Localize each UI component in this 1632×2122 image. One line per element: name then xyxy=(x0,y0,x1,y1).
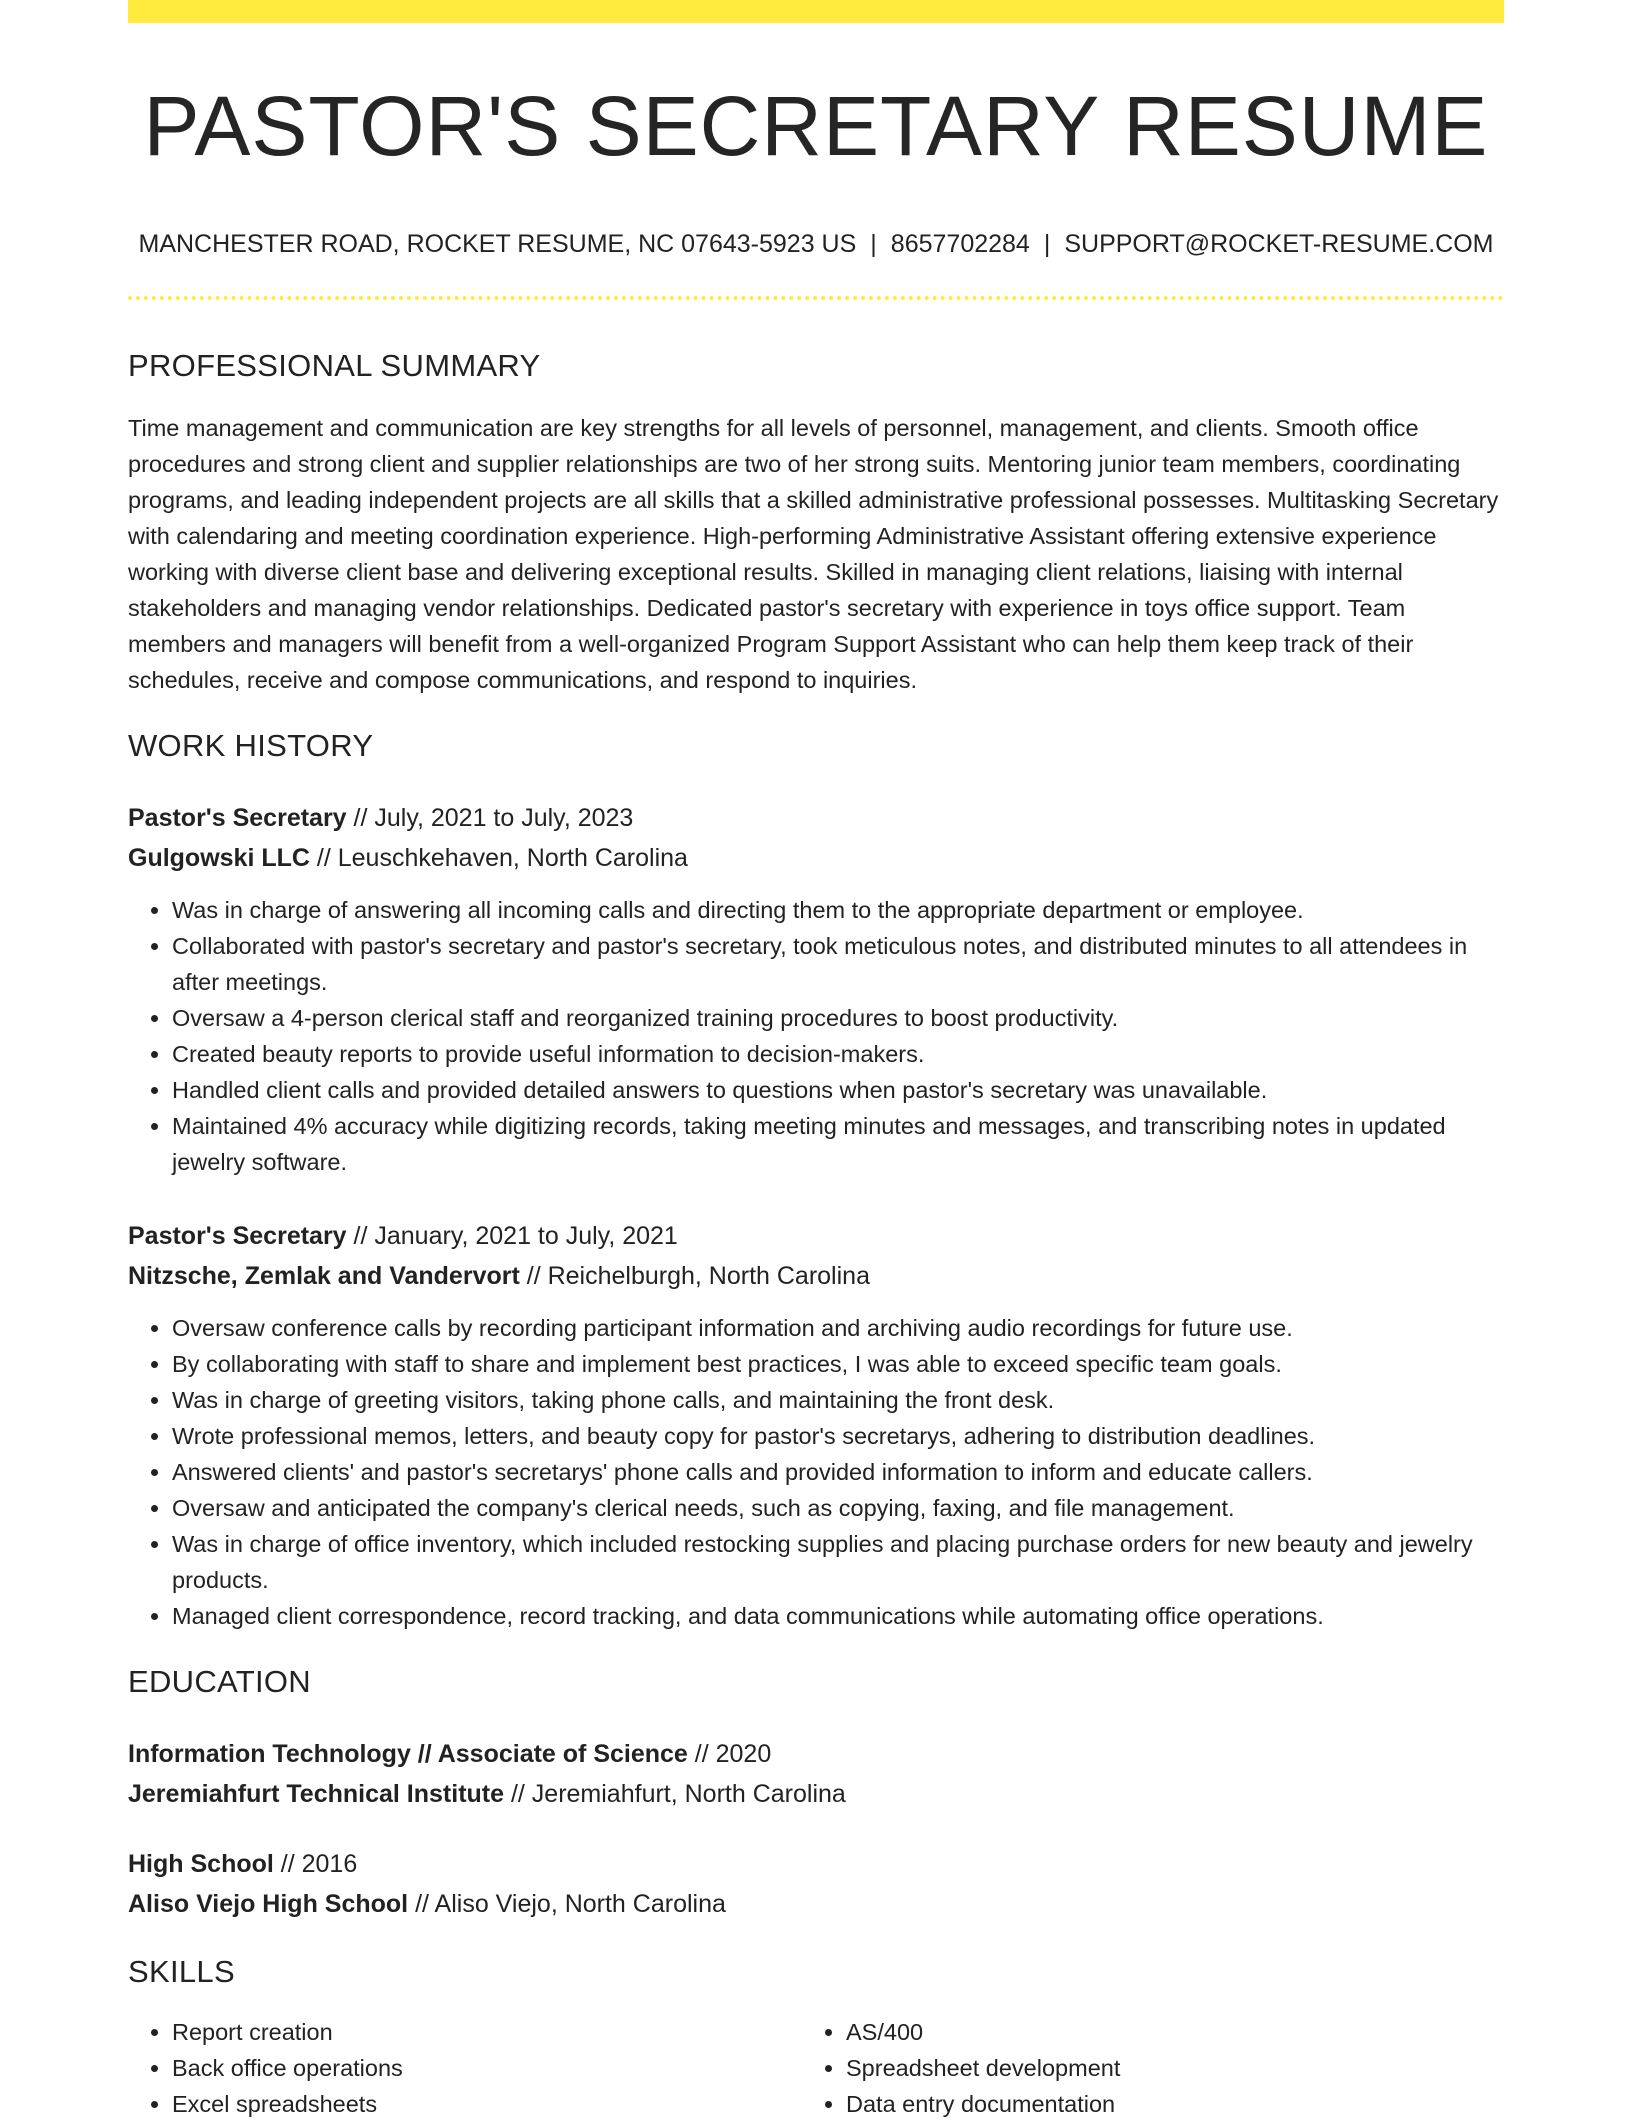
skill-item: • Back office operations xyxy=(172,2050,802,2086)
education-location: // Aliso Viejo, North Carolina xyxy=(408,1890,726,1919)
education-school-line xyxy=(128,1774,1504,1814)
dotted-divider xyxy=(128,296,1504,300)
section-title-education: EDUCATION xyxy=(128,1664,311,1700)
job-bullet: • Created beauty reports to provide useful information to decision-makers. xyxy=(172,1036,1504,1072)
job-entry xyxy=(128,1216,1504,1634)
job-location: // Leuschkehaven, North Carolina xyxy=(309,844,688,873)
job-bullet: • Was in charge of office inventory, which included restocking supplies and placing purchase orders for new beauty and jewelry products. xyxy=(172,1526,1504,1598)
summary-text: Time management and communication are key strengths for all levels of personnel, management, and clients. Smooth office procedures and strong client and supplier relationships are two of her strong suits. Mentoring junior team members, coordinating programs, and leading independent projects are all skills that a skilled administrative professional possesses. Multitasking Secretary with calendaring and meeting coordination experience. High-performing Administrative Assistant offering extensive experience working with diverse client base and delivering exceptional results. Skilled in managing client relations, liaising with internal stakeholders and managing vendor relationships. Dedicated pastor's secretary with experience in toys office support. Team members and managers will benefit from a well-organized Program Support Assistant who can help them keep track of their schedules, receive and compose communications, and respond to inquiries. xyxy=(128,415,1499,694)
job-company-line xyxy=(128,838,1504,878)
job-location: // Reichelburgh, North Carolina xyxy=(519,1262,870,1291)
education-entry xyxy=(128,1844,1504,1924)
job-bullet: • Managed client correspondence, record tracking, and data communications while automating office operations. xyxy=(172,1598,1504,1634)
job-title-line xyxy=(128,1216,1504,1256)
job-dates: // July, 2021 to July, 2023 xyxy=(346,804,634,833)
job-bullets xyxy=(128,892,1504,1180)
section-title-work-history: WORK HISTORY xyxy=(128,728,374,764)
education-degree: High School xyxy=(128,1850,274,1879)
resume-page xyxy=(128,0,1504,2122)
contact-line xyxy=(128,229,1504,259)
skill-item: • Report creation xyxy=(172,2014,802,2050)
job-bullet: • By collaborating with staff to share and implement best practices, I was able to exceed specific team goals. xyxy=(172,1346,1504,1382)
job-bullets xyxy=(128,1310,1504,1634)
job-dates: // January, 2021 to July, 2021 xyxy=(346,1222,678,1251)
job-bullet: • Answered clients' and pastor's secretarys' phone calls and provided information to inform and educate callers. xyxy=(172,1454,1504,1490)
section-title-summary: PROFESSIONAL SUMMARY xyxy=(128,348,541,384)
education-location: // Jeremiahfurt, North Carolina xyxy=(504,1780,846,1809)
education-year: // 2020 xyxy=(687,1740,772,1769)
job-role: Pastor's Secretary xyxy=(128,1222,347,1251)
skills-list xyxy=(128,2014,1504,2122)
skills-column-right xyxy=(802,2014,1476,2122)
job-bullet: • Wrote professional memos, letters, and beauty copy for pastor's secretarys, adhering to distribution deadlines. xyxy=(172,1418,1504,1454)
education-entry xyxy=(128,1734,1504,1814)
contact-separator: | xyxy=(1043,230,1051,259)
job-bullet: • Was in charge of greeting visitors, taking phone calls, and maintaining the front desk. xyxy=(172,1382,1504,1418)
job-title-line xyxy=(128,798,1504,838)
section-title-skills: SKILLS xyxy=(128,1954,235,1990)
job-bullet: • Was in charge of answering all incoming calls and directing them to the appropriate department or employee. xyxy=(172,892,1504,928)
job-bullet: • Oversaw a 4-person clerical staff and reorganized training procedures to boost productivity. xyxy=(172,1000,1504,1036)
job-bullet: • Handled client calls and provided detailed answers to questions when pastor's secretary was unavailable. xyxy=(172,1072,1504,1108)
education-degree-line xyxy=(128,1844,1504,1884)
job-bullet: • Oversaw conference calls by recording participant information and archiving audio recordings for future use. xyxy=(172,1310,1504,1346)
contact-email: SUPPORT@ROCKET-RESUME.COM xyxy=(1064,230,1494,259)
resume-title: PASTOR'S SECRETARY RESUME xyxy=(143,79,1489,173)
skill-item: • Excel spreadsheets xyxy=(172,2086,802,2122)
job-bullet: • Oversaw and anticipated the company's clerical needs, such as copying, faxing, and file management. xyxy=(172,1490,1504,1526)
skill-item: • Spreadsheet development xyxy=(846,2050,1476,2086)
contact-separator: | xyxy=(870,230,877,259)
contact-phone: 8657702284 xyxy=(890,230,1030,259)
job-role: Pastor's Secretary xyxy=(128,804,347,833)
accent-bar xyxy=(128,0,1504,23)
job-company: Nitzsche, Zemlak and Vandervort xyxy=(128,1262,520,1291)
education-school: Jeremiahfurt Technical Institute xyxy=(128,1780,505,1809)
job-company-line xyxy=(128,1256,1504,1296)
contact-address: MANCHESTER ROAD, ROCKET RESUME, NC 07643-5923 US xyxy=(138,230,857,259)
education-degree-line xyxy=(128,1734,1504,1774)
education-school-line xyxy=(128,1884,1504,1924)
job-bullet: • Maintained 4% accuracy while digitizing records, taking meeting minutes and messages, and transcribing notes in updated jewelry software. xyxy=(172,1108,1504,1180)
education-degree: Information Technology // Associate of Science xyxy=(128,1740,688,1769)
job-company: Gulgowski LLC xyxy=(128,844,310,873)
job-entry xyxy=(128,798,1504,1180)
skills-column-left xyxy=(128,2014,802,2122)
skill-item: • AS/400 xyxy=(846,2014,1476,2050)
education-school: Aliso Viejo High School xyxy=(128,1890,409,1919)
job-bullet: • Collaborated with pastor's secretary and pastor's secretary, took meticulous notes, and distributed minutes to all attendees in after meetings. xyxy=(172,928,1504,1000)
skill-item: • Data entry documentation xyxy=(846,2086,1476,2122)
education-year: // 2016 xyxy=(273,1850,358,1879)
